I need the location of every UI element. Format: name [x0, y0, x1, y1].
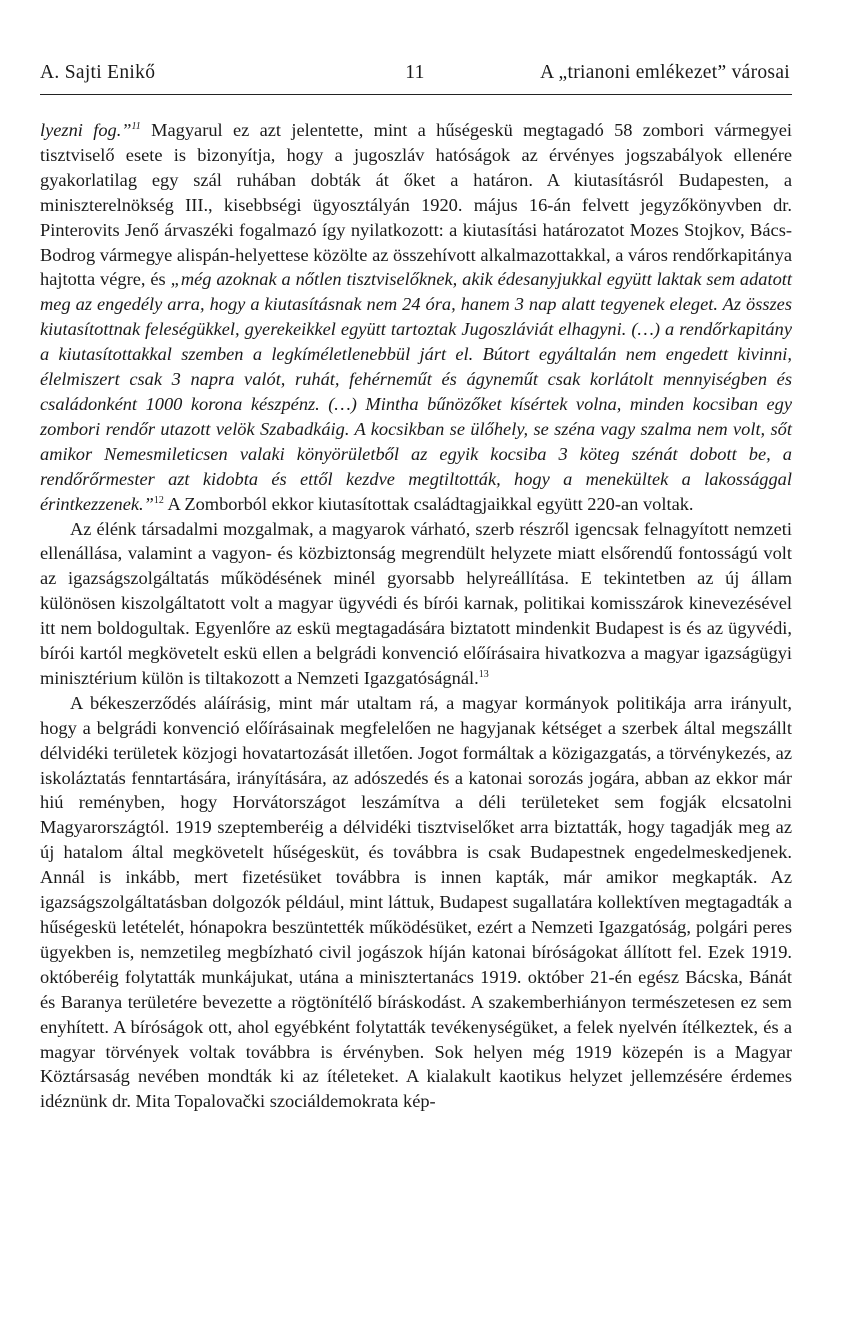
header-author: A. Sajti Enikő: [40, 62, 156, 83]
block-quote: „még azoknak a nőtlen tisztviselőknek, akik édesanyjukkal együtt laktak sem adatott meg az engedély arra, hogy a kiutasításnak nem 24 óra, hanem 3 nap alatt tegyenek eleget. Az összes kiutasítottnak feleségükkel, gyerekeikkel együtt tartoztak Jugoszláviát elhagyni. (…) a rendőrkapitány a kiutasítottakkal szemben a legkíméletlenebbül járt el. Bútort egyáltalán nem engedett kivinni, élelmiszert csak 3 napra valót, ruhát, fehérneműt és ágyneműt csak korlátolt mennyiségben és családonként 1000 korona készpénz. (…) Mintha bűnözőket kísértek volna, minden kocsiban egy zombori rendőr utazott velök Szabadkáig. A kocsikban se ülőhely, se széna vagy szalma nem volt, sőt amikor Nemesmileticsen valaki könyörületből az egyik kocsiba 3 köteg szénát dobott be, a rendőrőrmester azt kidobta és ettől kezdve megtiltották, hogy a menekültek a lakossággal érintkezzenek.”: [40, 269, 792, 514]
footnote-ref-12: 12: [153, 494, 164, 506]
body-text: [40, 118, 792, 1114]
page-number: 11: [405, 62, 425, 83]
paragraph-3: [40, 691, 792, 1114]
footnote-ref-11: 11: [131, 121, 141, 132]
body-span: A békeszerződés aláírásig, mint már utaltam rá, a magyar kormányok politikája arra irányult, hogy a belgrádi konvenció előírásainak megfelelően ne hagyjanak kétséget a szerbek által megszállt délvidéki területek közjogi hovatartozását illetően. Jogot formáltak a közigazgatás, a törvénykezés, az iskoláztatás fenntartására, irányítására, az adószedés és a katonai sorozás jogára, abban az ekkor már hiú reményben, hogy Horvátországot leszámítva a déli területeket sem fogják elcsatolni Magyarországtól. 1919 szeptemberéig a délvidéki tisztviselőket arra biztatták, hogy tagadják meg az új hatalom által megkövetelt hűségesküt, és továbbra is csak Budapestnek engedelmeskedjenek. Annál is inkább, mert fizetésüket továbbra is innen kapták, már amikor megkapták. Az igazságszolgáltatásban dolgozók például, mint láttuk, Budapest sugallatára kollektíven megtagadták a hűségeskü letételét, hónapokra beszüntették működésüket, ezért a Nemzeti Igazgatóság, polgári peres ügyekben is, nemzetileg megbízható civil jogászok híján katonai bíróságokat állított fel. Ezek 1919. októberéig folytatták munkájukat, utána a minisztertanács 1919. október 21-én egész Bácska, Bánát és Baranya területére bevezette a rögtönítélő bíráskodást. A szakemberhiányon természetesen ez sem enyhített. A bíróságok ott, ahol egyébként folytatták tevékenységüket, a felek nyelvén ítélkeztek, és a magyar törvények voltak továbbra is érvényben. Sok helyen még 1919 közepén is a Magyar Köztársaság nevében mondták ki az ítéleteket. A kialakult kaotikus helyzet jellemzésére érdemes idéznünk dr. Mita Topalovački szociáldemokrata kép-: [40, 692, 792, 1112]
paragraph-2: [40, 517, 792, 691]
header-title: A „trianoni emlékezet” városai: [540, 62, 790, 83]
running-header: [40, 60, 790, 90]
footnote-ref-13: 13: [478, 668, 489, 680]
paragraph-1: [40, 118, 792, 517]
body-span: A Zomborból ekkor kiutasítottak családtagjaikkal együtt 220-an voltak.: [163, 493, 694, 514]
body-span: Magyarul ez azt jelentette, mint a hűségeskü megtagadó 58 zombori vármegyei tisztviselő esete is bizonyítja, hogy a jugoszláv hatóságok az érvényes jogszabályok ellenére gyakorlatilag egy szál ruhában dobták át őket a határon. A kiutasításról Budapesten, a miniszterelnökség III., kisebbségi ügyosztályán 1920. május 16-án felvett jegyzőkönyvben dr. Pinterovits Jenő árvaszéki fogalmazó így nyilatkozott: a kiutasítási határozatot Mozes Stojkov, Bács-Bodrog vármegye alispán-helyettese közölte az összehívott alkalmazottakkal, a város rendőrkapitánya hajtotta végre, és: [40, 120, 792, 290]
body-span: Az élénk társadalmi mozgalmak, a magyarok várható, szerb részről igencsak felnagyított nemzeti ellenállása, valamint a vagyon- és közbiztonság megrendült helyzete miatt elsőrendű fontosságú volt az igazságszolgáltatás működésének minél gyorsabb helyreállítása. E tekintetben az új állam különösen kiszolgáltatott volt a magyar ügyvédi és bírói karnak, politikai komisszárok kinevezésével itt nem boldogultak. Egyenlőre az eskü megtagadására biztatott mindenkit Budapest is és az ügyvédi, bírói kartól megkövetelt eskü ellen a belgrádi konvenció előírásaira hivatkozva a magyar igazságügyi minisztérium külön is tiltakozott a Nemzeti Igazgatóságnál.: [40, 518, 792, 688]
header-rule: [40, 94, 792, 95]
quote-continuation: lyezni fog.”: [40, 120, 132, 140]
